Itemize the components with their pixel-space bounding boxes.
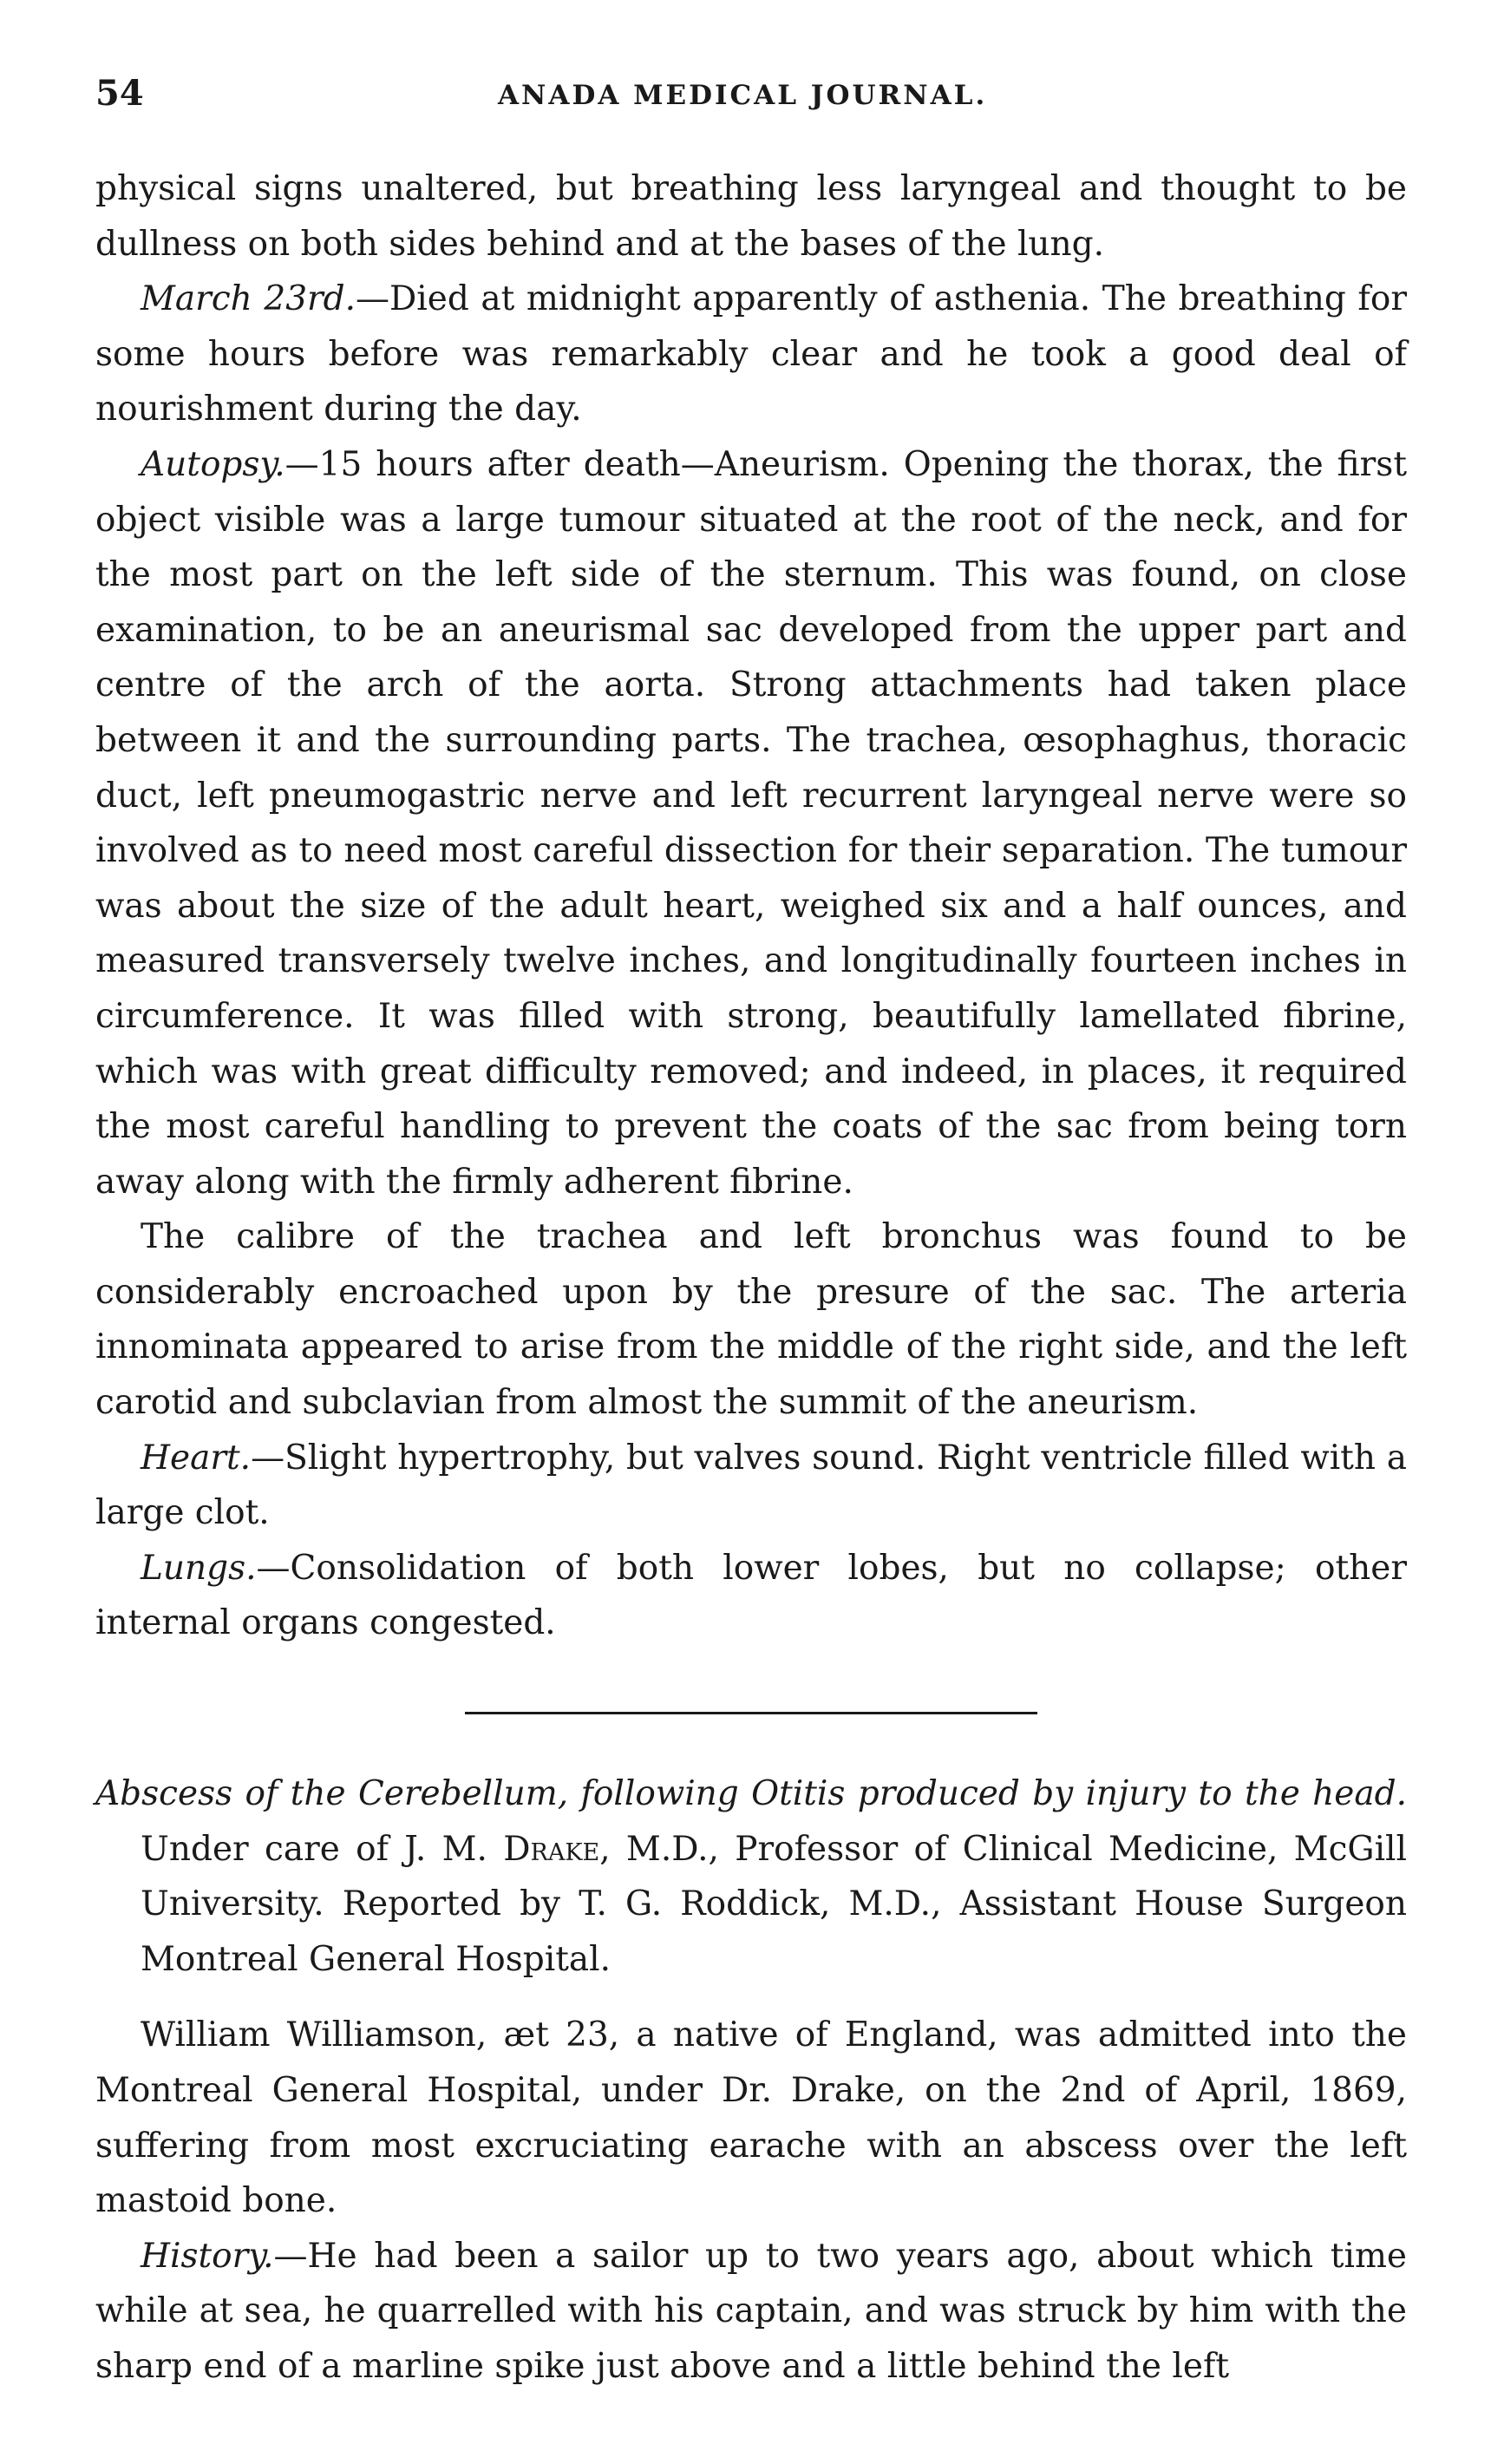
paragraph-text-autopsy: —15 hours after death—Aneurism. Opening the thorax, the first object visible was a large tumour situated at the root of the neck, and for the most part on the left side of the sternum. This was found, on close examination, to be an aneurismal sac developed from the upper part and centre of the arch of the aorta. Strong attachments had taken place between it and the surrounding parts. The trachea, œsophaghus, thoracic duct, left pneumogastric nerve and left recurrent laryngeal nerve were so involved as to need most careful dissection for their separation. The tumour was about the size of the adult heart, weighed six and a half ounces, and measured transversely twelve inches, and longitudinally fourteen inches in circumference. It was filled with strong, beautifully lamellated fibrine, which was with great difficulty removed; and indeed, in places, it required the most careful handling to prevent the coats of the sac from being torn away along with the firmly adherent fibrine. — [95, 444, 1407, 1202]
paragraph-lead-history: History. — [141, 2236, 274, 2276]
paragraph-admission: William Williamson, æt 23, a native of England, was admitted into the Montreal General Hospital, under Dr. Drake, on the 2nd of April, 1869, suffering from most excruciating earache with an abscess over the left mastoid bone. — [95, 2015, 1407, 2221]
page-header — [95, 73, 1414, 125]
paragraph-physical-signs: physical signs unaltered, but breathing less laryngeal and thought to be dullness on both sides behind and at the bases of the lung. — [95, 169, 1407, 264]
paragraph-trachea: The calibre of the trachea and left bronchus was found to be considerably encroached upon by the presure of the sac. The arteria innominata appeared to arise from the middle of the right side, and the left carotid and subclavian from almost the summit of the aneurism. — [95, 1217, 1407, 1423]
paragraph-lead-autopsy: Autopsy. — [141, 444, 285, 484]
paragraph-lead-lungs: Lungs. — [141, 1548, 257, 1588]
running-title: ANADA MEDICAL JOURNAL. — [498, 80, 988, 111]
paragraph-text-history: —He had been a sailor up to two years ago, about which time while at sea, he quarrelled with his captain, and was struck by him with the sharp end of a marline spike just above and a little behind the left — [95, 2236, 1407, 2386]
spacer — [95, 1987, 1407, 2008]
paragraph-lungs — [95, 1541, 1407, 1651]
case-byline-pre: Under care of J. M. — [141, 1829, 504, 1869]
paragraph-heart — [95, 1431, 1407, 1541]
case-heading — [95, 1766, 1407, 1987]
page-number: 54 — [95, 73, 144, 114]
section-divider — [465, 1712, 1037, 1714]
case-title: Abscess of the Cerebellum, following Otitis produced by injury to the head. — [95, 1774, 1407, 1814]
paragraph-history — [95, 2229, 1407, 2395]
article-body — [95, 161, 1407, 2395]
paragraph-text-heart: —Slight hypertrophy, but valves sound. Right ventricle filled with a large clot. — [95, 1438, 1407, 1533]
case-byline-drake: Drake — [503, 1829, 600, 1869]
paragraph-lead-march: March 23rd. — [141, 279, 356, 319]
paragraph-text-march: —Died at midnight apparently of asthenia. The breathing for some hours before was remarkably clear and he took a good deal of nourishment during the day. — [95, 279, 1407, 429]
paragraph-lead-heart: Heart. — [141, 1438, 252, 1478]
paragraph-autopsy — [95, 437, 1407, 1209]
paragraph-march-23rd — [95, 272, 1407, 437]
case-byline-post: , M.D., Professor of Clinical Medicine, McGill University. Reported by T. G. Roddick, M.D., Assistant House Surgeon Montreal General Hospital. — [141, 1829, 1407, 1979]
paragraph-text-lungs: —Consolidation of both lower lobes, but no collapse; other internal organs congested. — [95, 1548, 1407, 1643]
